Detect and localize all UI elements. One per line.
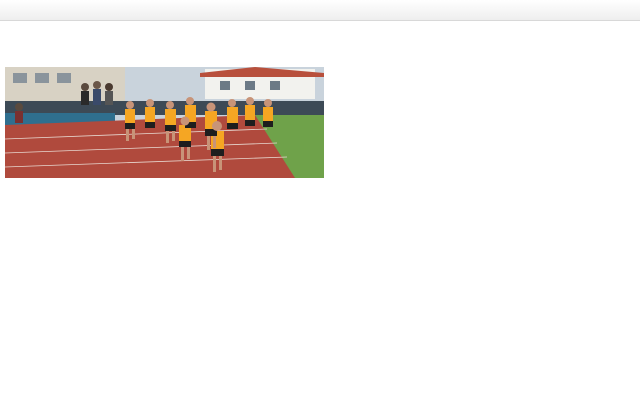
header-band <box>0 0 640 21</box>
article-column-1 <box>6 183 166 185</box>
article-column-2 <box>170 183 325 195</box>
photo-runners <box>5 67 324 178</box>
